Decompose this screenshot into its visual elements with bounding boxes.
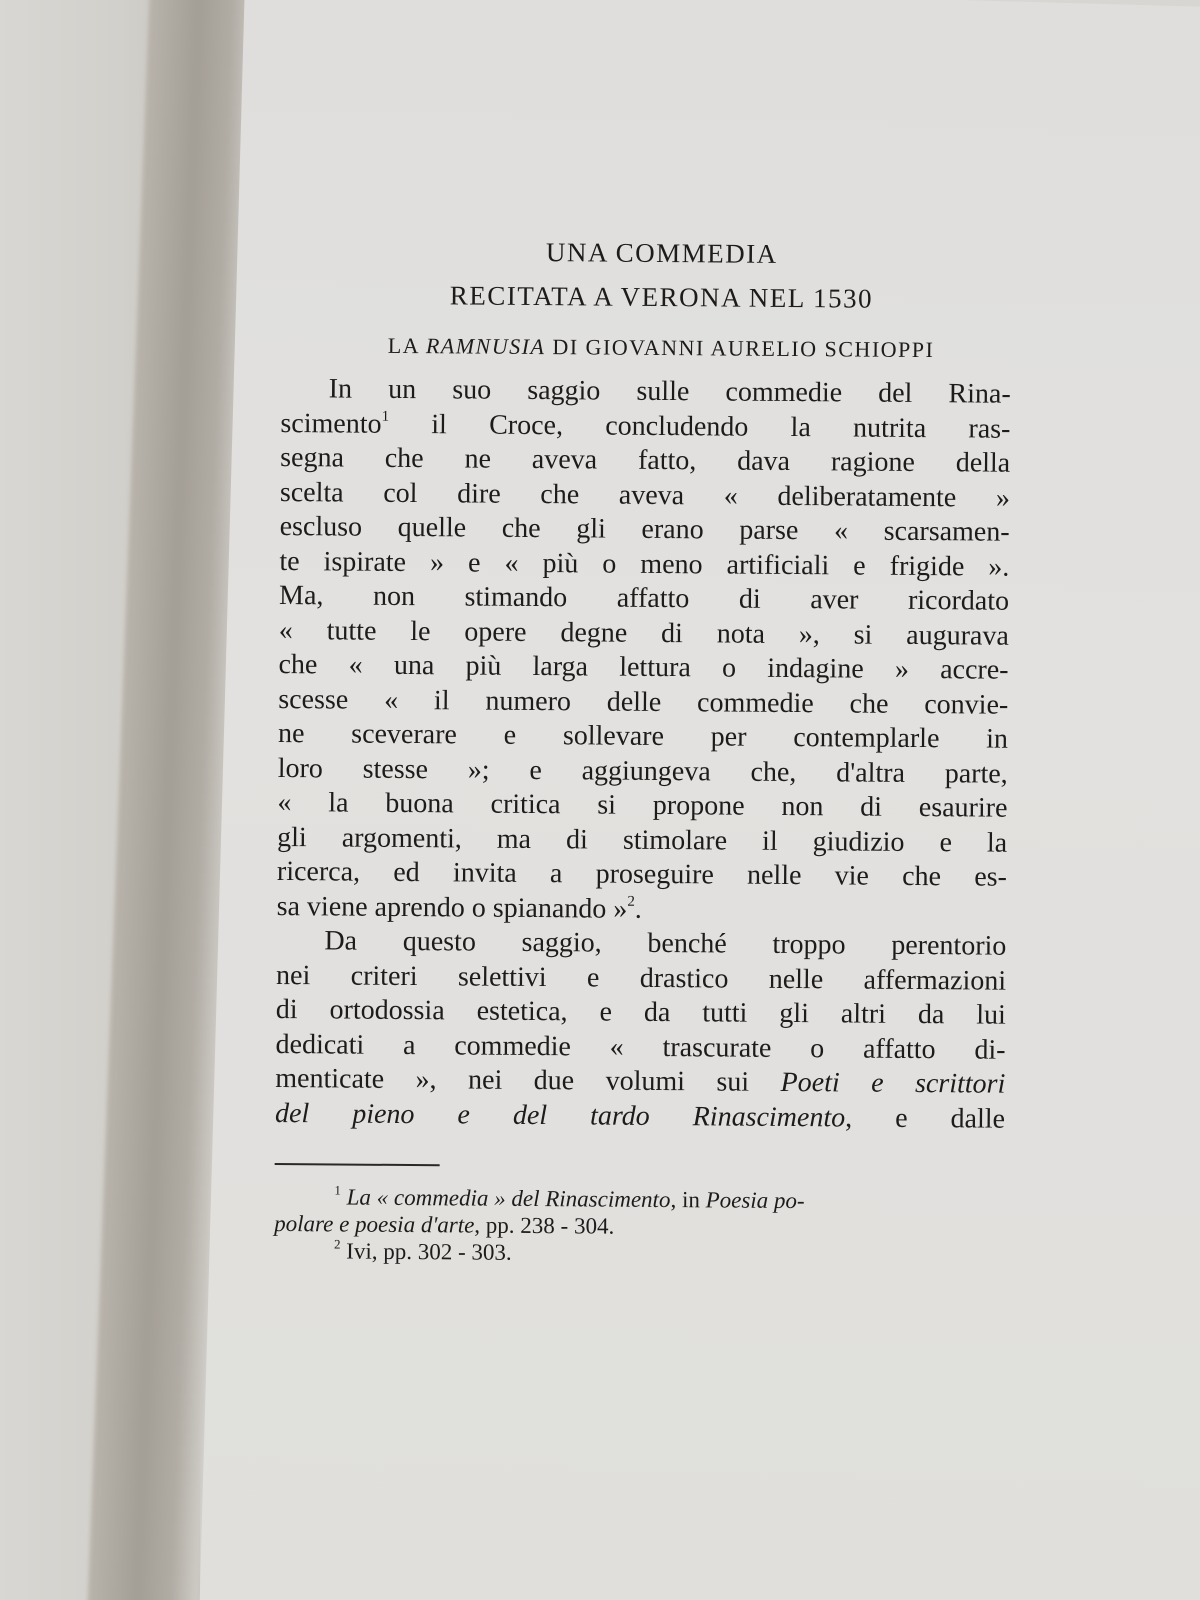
chapter-title <box>311 228 1012 321</box>
text-line: ne sceverare e sollevare per contemplarle in <box>277 717 1009 755</box>
italic-work-title: del pieno e del tardo Rinascimento <box>274 1097 846 1133</box>
footnote-2: $^2$ Ivi, pp. 302 - 303. <box>333 1236 512 1265</box>
footnote-ref-2[interactable]: 2 <box>627 893 635 910</box>
text-line: che « una più larga lettura o indagine » accre- <box>278 648 1009 686</box>
footnote-ref-1[interactable]: 1 <box>381 408 390 425</box>
subtitle-prefix: LA <box>387 332 426 359</box>
text-line: scesse « il numero delle commedie che convie- <box>278 683 1009 721</box>
text-line: menticate », nei due volumi sui Poeti e scrittori <box>275 1062 1006 1100</box>
text-line: « tutte le opere degne di nota », si augurava <box>278 614 1009 652</box>
text-line: nei criteri selettivi e drastico nelle affermazioni <box>276 959 1007 997</box>
text-line: sa viene aprendo o spianando »$^2$. <box>276 890 642 925</box>
subtitle-suffix: DI GIOVANNI AURELIO SCHIOPPI <box>545 334 935 363</box>
text-line: te ispirate » e « più o meno artificiali e frigide ». <box>279 545 1010 583</box>
text-line: loro stesse »; e aggiungeva che, d'altra parte, <box>277 752 1008 790</box>
title-line-1: UNA COMMEDIA <box>545 237 778 269</box>
footnotes <box>274 1183 1005 1270</box>
text-line: escluso quelle che gli erano parse « scarsamen- <box>279 510 1010 548</box>
footnote-1: $^1$ La « commedia » del Rinascimento, in Poesia po- <box>334 1182 805 1214</box>
footnote-divider <box>275 1163 440 1166</box>
page-text <box>274 228 1012 1270</box>
title-line-2: RECITATA A VERONA NEL 1530 <box>449 280 874 314</box>
italic-work-title: Poeti e scrittori <box>780 1066 1006 1100</box>
body-text <box>275 372 1011 1137</box>
text-line: gli argomenti, ma di stimolare il giudizio e la <box>277 821 1008 859</box>
chapter-subtitle <box>311 332 1011 363</box>
footnote-1-cont: polare e poesia d'arte, pp. 238 - 304. <box>274 1210 615 1239</box>
text-line: « la buona critica si propone non di esaurire <box>277 786 1008 824</box>
text-line: segna che ne aveva fatto, dava ragione della <box>280 441 1011 479</box>
text-line: ricerca, ed invita a proseguire nelle vie che es- <box>276 855 1008 893</box>
text-line: scimento$^1$ il Croce, concludendo la nutrita ras- <box>280 407 1011 445</box>
text-line: dedicati a commedie « trascurate o affatto di- <box>275 1028 1006 1066</box>
text-line: del pieno e del tardo Rinascimento, e dalle <box>274 1097 1006 1135</box>
text-line: In un suo saggio sulle commedie del Rina- <box>328 373 1011 410</box>
subtitle-italic-work: RAMNUSIA <box>425 333 546 360</box>
text-line: di ortodossia estetica, e da tutti gli altri da lui <box>275 993 1006 1031</box>
text-line: scelta col dire che aveva « deliberatamente » <box>279 476 1011 514</box>
text-line: Ma, non stimando affatto di aver ricordato <box>278 579 1010 617</box>
text-line: Da questo saggio, benché troppo perentorio <box>324 925 1007 962</box>
